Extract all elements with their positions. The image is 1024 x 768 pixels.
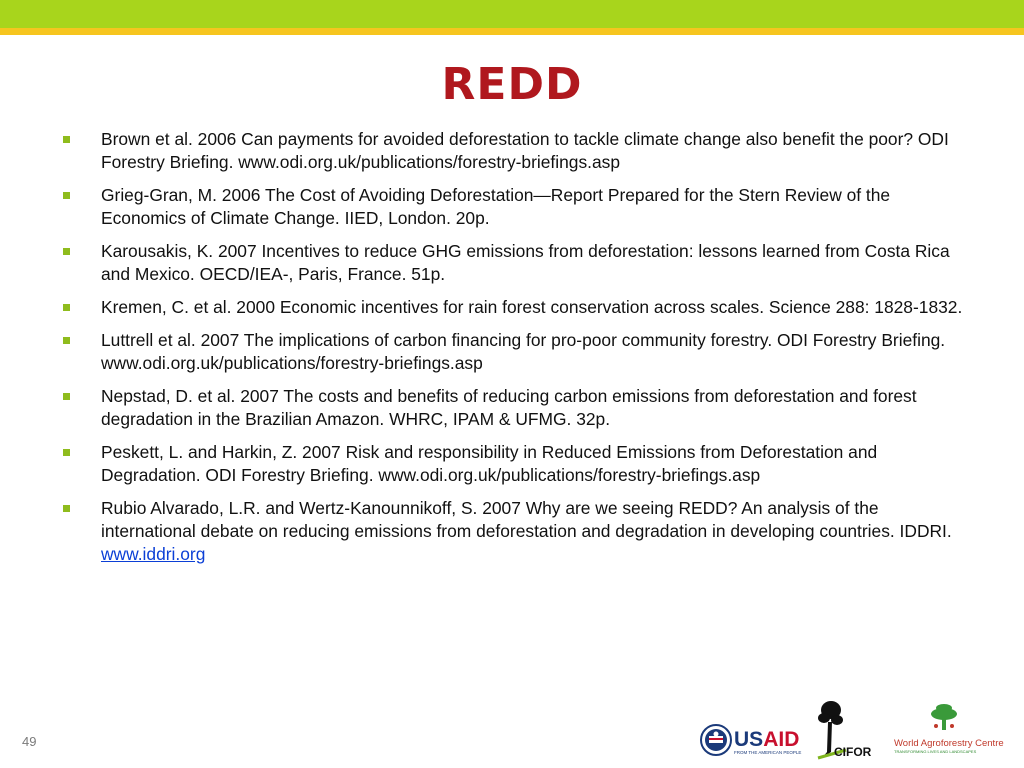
reference-text: Karousakis, K. 2007 Incentives to reduce GHG emissions from deforestation: lessons learned from Costa Rica and Mexico. OECD/IEA-, Paris, France. 51p. <box>101 241 950 284</box>
reference-text: Luttrell et al. 2007 The implications of carbon financing for pro-poor community forestry. ODI Forestry Briefing. www.odi.org.uk/publications/forestry-briefings.asp <box>101 330 946 373</box>
reference-list <box>60 128 965 576</box>
top-yellow-band <box>0 28 1024 35</box>
bullet-square-icon <box>63 248 70 255</box>
cifor-wordmark: CIFOR <box>834 745 872 759</box>
usaid-tagline: FROM THE AMERICAN PEOPLE <box>734 750 802 755</box>
reference-item <box>60 240 965 286</box>
bullet-square-icon <box>63 136 70 143</box>
reference-text: Brown et al. 2006 Can payments for avoided deforestation to tackle climate change also benefit the poor? ODI Forestry Briefing. www.odi.org.uk/publications/forestry-briefings.asp <box>101 129 949 172</box>
reference-item <box>60 184 965 230</box>
slide-title: REDD <box>441 59 583 110</box>
bullet-square-icon <box>63 337 70 344</box>
page-number: 49 <box>22 734 37 749</box>
bullet-square-icon <box>63 192 70 199</box>
reference-text: Nepstad, D. et al. 2007 The costs and benefits of reducing carbon emissions from deforestation and forest degradation in the Brazilian Amazon. WHRC, IPAM & UFMG. 32p. <box>101 386 917 429</box>
reference-item <box>60 441 965 487</box>
icraf-wordmark: World Agroforestry Centre <box>894 738 1004 749</box>
bullet-square-icon <box>63 449 70 456</box>
icraf-tagline: TRANSFORMING LIVES AND LANDSCAPES <box>894 749 977 754</box>
reference-item <box>60 128 965 174</box>
reference-item <box>60 329 965 375</box>
reference-text: Rubio Alvarado, L.R. and Wertz-Kanounnikoff, S. 2007 Why are we seeing REDD? An analysis of the international debate on reducing emissions from deforestation and degradation in developing countries. IDDRI. <box>101 498 952 541</box>
icraf-tree-icon <box>931 704 957 730</box>
bullet-square-icon <box>63 304 70 311</box>
bullet-square-icon <box>63 393 70 400</box>
reference-text: Kremen, C. et al. 2000 Economic incentives for rain forest conservation across scales. Science 288: 1828-1832. <box>101 297 963 317</box>
reference-text: Peskett, L. and Harkin, Z. 2007 Risk and responsibility in Reduced Emissions from Deforestation and Degradation. ODI Forestry Briefing. www.odi.org.uk/publications/forestry-briefings.asp <box>101 442 878 485</box>
usaid-wordmark: USAID <box>734 728 800 751</box>
usaid-seal-icon <box>701 725 731 755</box>
bullet-square-icon <box>63 505 70 512</box>
iddri-link[interactable]: www.iddri.org <box>101 544 206 564</box>
reference-item <box>60 497 965 566</box>
reference-item <box>60 385 965 431</box>
reference-text: Grieg-Gran, M. 2006 The Cost of Avoiding Deforestation—Report Prepared for the Stern Review of the Economics of Climate Change. IIED, London. 20p. <box>101 185 891 228</box>
reference-item <box>60 296 965 319</box>
top-green-band <box>0 0 1024 28</box>
partner-logos <box>700 696 1012 762</box>
